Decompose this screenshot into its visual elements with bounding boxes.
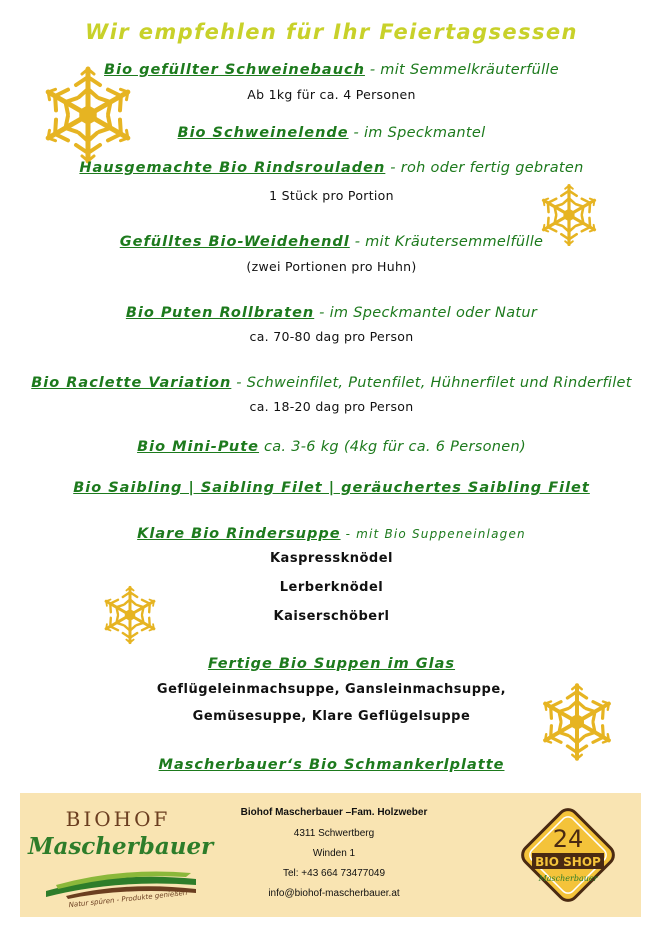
menu-item: Bio gefüllter Schweinebauch - mit Semmelkräuterfülle [104,62,559,78]
menu-item: Mascherbauer‘s Bio Schmankerlplatte [158,757,505,773]
snowflake-icon [38,65,138,165]
badge-label: BIO SHOP [535,855,601,869]
menu-item: Bio Mini-Pute ca. 3-6 kg (4kg für ca. 6 Personen) [137,439,526,455]
portion-note: (zwei Portionen pro Huhn) [246,259,417,274]
badge-number: 24 [552,825,584,853]
menu-item: Fertige Bio Suppen im Glas [207,656,456,672]
portion-note: ca. 70-80 dag pro Person [249,329,414,344]
biohof-logo [28,803,214,910]
phone-number: Tel: +43 664 73477049 [282,868,386,879]
footer [20,793,641,917]
logo-top-text: BIOHOF [65,807,171,831]
badge-sub: Mascherbauer [538,874,598,883]
portion-note: ca. 18-20 dag pro Person [249,399,414,414]
menu-item: Bio Raclette Variation - Schweinfilet, Putenfilet, Hühnerfilet und Rinderfilet [31,375,632,391]
menu-item: Bio Schweinelende - im Speckmantel [177,125,486,141]
address-line: 4311 Schwertberg [293,828,375,839]
bio-shop-badge [516,803,620,907]
menu-item: Hausgemachte Bio Rindsrouladen - roh oder fertig gebraten [79,160,584,176]
address-line: Biohof Mascherbauer –Fam. Holzweber [240,807,428,818]
logo-main-text: Mascherbauer [28,833,214,860]
logo-slogan: Natur spüren - Produkte genießen [68,888,188,910]
soup-insert: Lerberknödel [279,580,384,595]
soup-insert: Kaspressknödel [269,551,393,566]
menu-item: Bio Puten Rollbraten - im Speckmantel oder Natur [125,305,538,321]
page-title: Wir empfehlen für Ihr Feiertagsessen [85,20,578,44]
soup-list: Geflügeleinmachsuppe, Gansleinmachsuppe, [156,682,507,697]
email-address: info@biohof-mascherbauer.at [268,888,400,899]
portion-note: Ab 1kg für ca. 4 Personen [247,87,416,102]
soup-list: Gemüsesuppe, Klare Geflügelsuppe [192,709,471,724]
portion-note: 1 Stück pro Portion [269,188,394,203]
menu-item: Bio Saibling | Saibling Filet | geräuchertes Saibling Filet [73,480,590,496]
menu-item: Klare Bio Rindersuppe - mit Bio Suppeneinlagen [137,526,526,542]
soup-insert: Kaiserschöberl [273,609,390,624]
address-line: Winden 1 [312,848,356,859]
menu-item: Gefülltes Bio-Weidehendl - mit Kräutersemmelfülle [119,234,544,250]
